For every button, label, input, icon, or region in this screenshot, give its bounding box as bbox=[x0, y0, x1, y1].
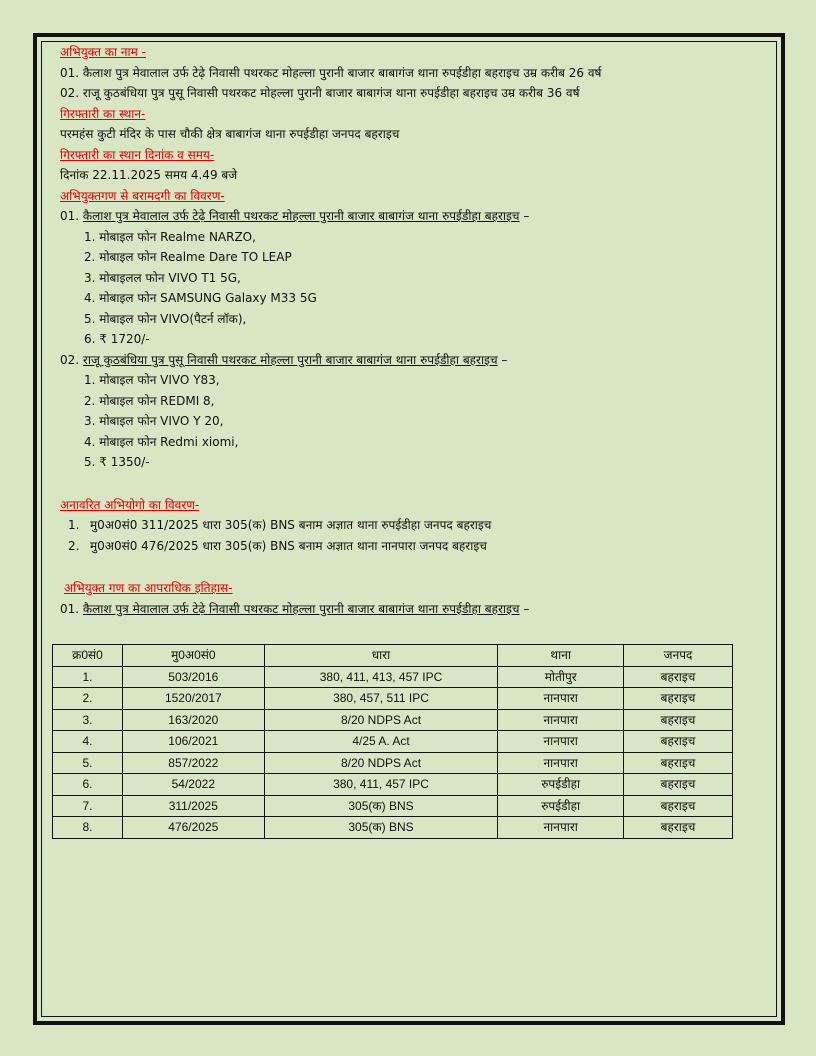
table-cell: बहराइच bbox=[624, 795, 733, 817]
table-cell: 476/2025 bbox=[122, 817, 264, 839]
list-item: 5. मोबाइल फोन VIVO(पैटर्न लॉक), bbox=[84, 311, 247, 326]
table-row bbox=[53, 688, 733, 710]
table-row bbox=[53, 709, 733, 731]
column-header: क्र0सं0 bbox=[53, 645, 123, 667]
recovery-name: कैलाश पुत्र मेवालाल उर्फ टेढ़े निवासी पथरकट मोहल्ला पुरानी बाजार बाबागंज थाना रुपईडीहा बहराइच bbox=[82, 209, 520, 223]
table-cell: नानपारा bbox=[498, 752, 624, 774]
table-cell: बहराइच bbox=[624, 774, 733, 796]
arrest-place: परमहंस कुटी मंदिर के पास चौकी क्षेत्र बाबागंज थाना रुपईडीहा जनपद बहराइच bbox=[60, 127, 400, 141]
table-cell: 8. bbox=[53, 817, 123, 839]
spacer bbox=[60, 473, 760, 495]
list-item: 3. मोबाइल फोन VIVO Y 20, bbox=[84, 414, 224, 428]
table-header-row bbox=[53, 645, 733, 667]
recovery-dash: – bbox=[523, 209, 530, 223]
recovery-number: 01. bbox=[60, 209, 80, 223]
criminal-history-table bbox=[52, 644, 733, 839]
table-cell: मोतीपुर bbox=[498, 666, 624, 688]
table-row bbox=[53, 731, 733, 753]
recovery-heading: अभियुक्तगण से बरामदगी का विवरण- bbox=[60, 188, 225, 203]
table-cell: 4/25 A. Act bbox=[264, 731, 498, 753]
history-name: कैलाश पुत्र मेवालाल उर्फ टेढ़े निवासी पथरकट मोहल्ला पुरानी बाजार बाबागंज थाना रुपईडीहा बहराइच bbox=[82, 601, 520, 616]
table-cell: रुपईडीहा bbox=[498, 795, 624, 817]
list-item: 5. ₹ 1350/- bbox=[84, 455, 150, 469]
recovery-items-2 bbox=[60, 370, 760, 473]
column-header: मु0अ0सं0 bbox=[122, 645, 264, 667]
accused-2: 02. राजू कुठबंधिया पुत्र पुसू निवासी पथरकट मोहल्ला पुरानी बाजार बाबागंज थाना रुपईडीहा बहराइच उम्र करीब 36 वर्ष bbox=[60, 86, 580, 100]
case-item bbox=[64, 536, 760, 557]
table-row bbox=[53, 666, 733, 688]
table-cell: 54/2022 bbox=[122, 774, 264, 796]
case-item bbox=[64, 515, 760, 536]
cases-heading: अनावरित अभियोगो का विवरण- bbox=[60, 497, 200, 512]
recovery-dash: – bbox=[501, 352, 508, 367]
table-cell: 8/20 NDPS Act bbox=[264, 709, 498, 731]
table-cell: 163/2020 bbox=[122, 709, 264, 731]
table-cell: बहराइच bbox=[624, 731, 733, 753]
column-header: धारा bbox=[264, 645, 498, 667]
history-number: 01. bbox=[60, 601, 80, 616]
case-text: मु0अ0सं0 311/2025 धारा 305(क) BNS बनाम अज्ञात थाना रुपईडीहा जनपद बहराइच bbox=[90, 518, 492, 532]
accused-1: 01. कैलाश पुत्र मेवालाल उर्फ टेढ़े निवासी पथरकट मोहल्ला पुरानी बाजार बाबागंज थाना रुपईडीहा बहराइच उम्र करीब 26 वर्ष bbox=[60, 65, 602, 80]
table-row bbox=[53, 774, 733, 796]
list-item: 3. मोबाइलल फोन VIVO T1 5G, bbox=[84, 270, 241, 285]
arrest-datetime-heading: गिरफ्तारी का स्थान दिनांक व समय- bbox=[60, 147, 215, 162]
case-number: 2. bbox=[68, 538, 80, 553]
recovery-items-1 bbox=[60, 227, 760, 350]
case-text: मु0अ0सं0 476/2025 धारा 305(क) BNS बनाम अज्ञात थाना नानपारा जनपद बहराइच bbox=[90, 538, 487, 553]
table-cell: बहराइच bbox=[624, 817, 733, 839]
recovery-number: 02. bbox=[60, 352, 80, 367]
table-cell: 1520/2017 bbox=[122, 688, 264, 710]
table-cell: नानपारा bbox=[498, 688, 624, 710]
accused-heading: अभियुक्त का नाम - bbox=[60, 45, 146, 59]
table-cell: बहराइच bbox=[624, 688, 733, 710]
column-header: थाना bbox=[498, 645, 624, 667]
table-row bbox=[53, 752, 733, 774]
arrest-datetime: दिनांक 22.11.2025 समय 4.49 बजे bbox=[60, 168, 238, 182]
table-cell: 106/2021 bbox=[122, 731, 264, 753]
table-cell: 380, 457, 511 IPC bbox=[264, 688, 498, 710]
table-cell: 503/2016 bbox=[122, 666, 264, 688]
table-cell: नानपारा bbox=[498, 709, 624, 731]
table-cell: 8/20 NDPS Act bbox=[264, 752, 498, 774]
table-cell: 1. bbox=[53, 666, 123, 688]
list-item: 2. मोबाइल फोन REDMI 8, bbox=[84, 393, 215, 408]
table-cell: 7. bbox=[53, 795, 123, 817]
spacer bbox=[60, 556, 760, 578]
history-accused bbox=[60, 599, 760, 620]
table-cell: रुपईडीहा bbox=[498, 774, 624, 796]
table-cell: 857/2022 bbox=[122, 752, 264, 774]
list-item: 4. मोबाइल फोन Redmi xiomi, bbox=[84, 434, 239, 449]
history-dash: – bbox=[523, 601, 530, 616]
list-item: 6. ₹ 1720/- bbox=[84, 332, 150, 346]
document-body bbox=[60, 42, 760, 619]
table-row bbox=[53, 817, 733, 839]
list-item: 1. मोबाइल फोन Realme NARZO, bbox=[84, 229, 256, 244]
table-cell: 311/2025 bbox=[122, 795, 264, 817]
cases-list bbox=[60, 515, 760, 556]
recovery-name: राजू कुठबंधिया पुत्र पुसू निवासी पथरकट मोहल्ला पुरानी बाजार बाबागंज थाना रुपईडीहा बहराइच bbox=[82, 352, 498, 367]
table-cell: 305(क) BNS bbox=[264, 817, 498, 839]
table-cell: 3. bbox=[53, 709, 123, 731]
recovery-accused-1 bbox=[60, 206, 760, 227]
table-cell: 6. bbox=[53, 774, 123, 796]
table-cell: नानपारा bbox=[498, 731, 624, 753]
table-cell: 380, 411, 413, 457 IPC bbox=[264, 666, 498, 688]
table-cell: 305(क) BNS bbox=[264, 795, 498, 817]
case-number: 1. bbox=[68, 518, 80, 532]
arrest-place-heading: गिरफ्तारी का स्थान- bbox=[60, 106, 146, 121]
table-cell: 4. bbox=[53, 731, 123, 753]
table-cell: 2. bbox=[53, 688, 123, 710]
table-cell: 380, 411, 457 IPC bbox=[264, 774, 498, 796]
recovery-accused-2 bbox=[60, 350, 760, 371]
table-cell: बहराइच bbox=[624, 709, 733, 731]
table-cell: बहराइच bbox=[624, 666, 733, 688]
list-item: 2. मोबाइल फोन Realme Dare TO LEAP bbox=[84, 250, 292, 264]
table-row bbox=[53, 795, 733, 817]
history-heading: अभियुक्त गण का आपराधिक इतिहास- bbox=[64, 581, 233, 595]
column-header: जनपद bbox=[624, 645, 733, 667]
table-cell: बहराइच bbox=[624, 752, 733, 774]
list-item: 1. मोबाइल फोन VIVO Y83, bbox=[84, 373, 220, 387]
list-item: 4. मोबाइल फोन SAMSUNG Galaxy M33 5G bbox=[84, 291, 317, 305]
table-cell: 5. bbox=[53, 752, 123, 774]
table-cell: नानपारा bbox=[498, 817, 624, 839]
